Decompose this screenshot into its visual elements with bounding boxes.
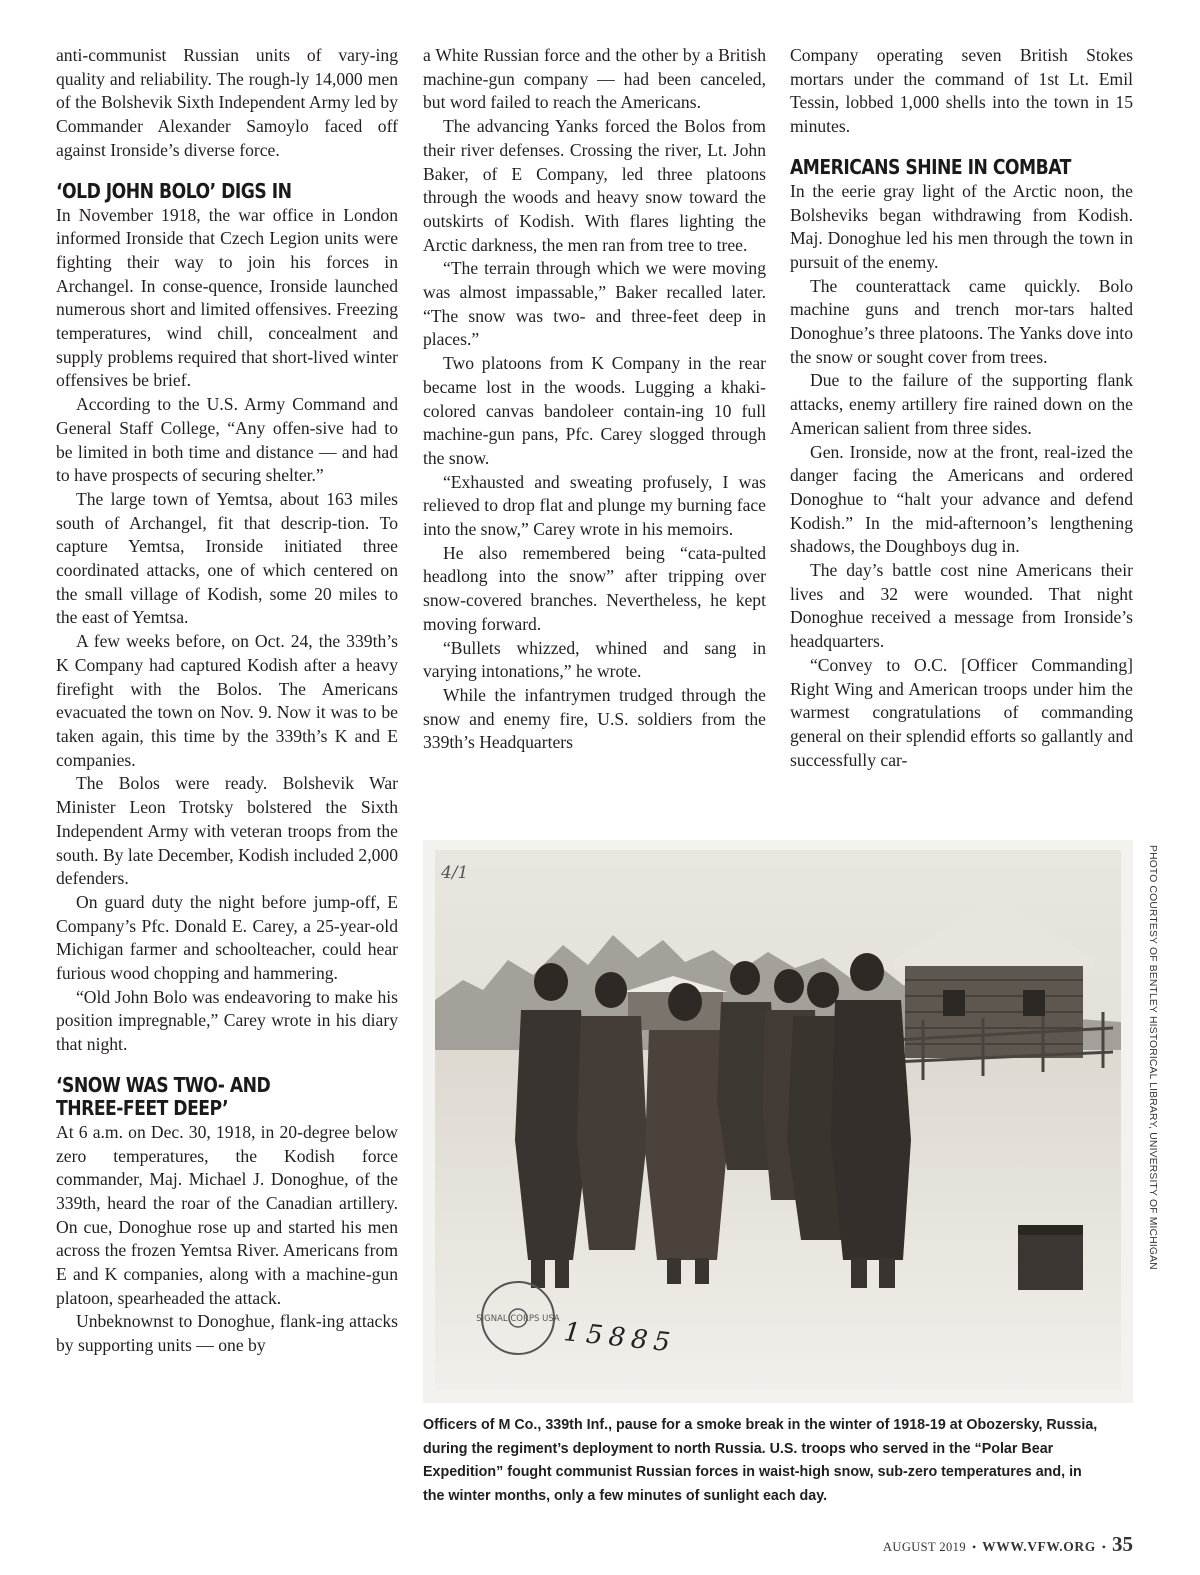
footer-separator: • (1101, 1540, 1106, 1554)
photo-corner-mark: 4/1 (441, 863, 469, 883)
paragraph: While the infantrymen trudged through the snow and enemy fire, U.S. soldiers from the 339th’s Headquarters (423, 684, 766, 753)
paragraph: Two platoons from K Company in the rear became lost in the woods. Lugging a khaki-colored canvas bandoleer contain-ing 10 full machine-gun pans, Pfc. Carey slogged through the snow. (423, 353, 766, 468)
paragraph: The large town of Yemtsa, about 163 miles south of Archangel, fit that descrip-tion. To capture Yemtsa, Ironside initiated three coordinated attacks, one of which centered on the small village of Kodish, some 20 miles to the east of Yemtsa. (56, 488, 398, 628)
paragraph: The Bolos were ready. Bolshevik War Minister Leon Trotsky bolstered the Sixth Independent Army with veteran troops from the south. By late December, Kodish included 2,000 defenders. (56, 773, 398, 889)
photo-caption (423, 1414, 1135, 1508)
paragraph: The advancing Yanks forced the Bolos from their river defenses. Crossing the river, Lt. John Baker, of E Company, led three platoons through the woods and heavy snow toward the outskirts of Kodish. With flares lighting the Arctic darkness, the men ran from tree to tree. (423, 116, 766, 255)
paragraph: “The terrain through which we were moving was almost impassable,” Baker recalled later. “The snow was two- and three-feet deep in places.” (423, 258, 766, 350)
paragraph: According to the U.S. Army Command and General Staff College, “Any offen-sive had to be limited in both time and distance — and had to have prospects of securing shelter.” (56, 394, 398, 486)
paragraph: “Exhausted and sweating profusely, I was relieved to drop flat and plunge my burning face into the snow,” Carey wrote in his memoirs. (423, 471, 766, 540)
crate (1018, 1230, 1083, 1290)
caption-line: Expedition” fought communist Russian forces in waist-high snow, sub-zero temperatures and, in (423, 1464, 1082, 1481)
paragraph: In November 1918, the war office in London informed Ironside that Czech Legion units were fighting their way to join his forces in Archangel. In conse-quence, Ironside launched numerous short and limited offensives. Freezing temperatures, wind chill, concealment and supply problems required that short-lived winter offensives be brief. (56, 204, 398, 391)
section-heading-line-2: THREE-FEET DEEP’ (56, 1095, 229, 1120)
article-column-2 (423, 44, 766, 755)
paragraph: Company operating seven British Stokes mortars under the command of 1st Lt. Emil Tessin, lobbed 1,000 shells into the town in 15 minutes. (790, 45, 1133, 137)
section-heading (56, 1074, 350, 1120)
paragraph: “Convey to O.C. [Officer Commanding] Right Wing and American troops under him the warmest congratulations of commanding general on their splendid efforts so gallantly and successfully car- (790, 654, 1133, 770)
photo-illustration (423, 840, 1133, 1403)
paragraph: anti-communist Russian units of vary-ing quality and reliability. The rough-ly 14,000 men of the Bolshevik Sixth Independent Army led by Commander Alexander Samoylo faced off against Ironside’s diverse force. (56, 45, 398, 160)
paragraph: A few weeks before, on Oct. 24, the 339th’s K Company had captured Kodish after a heavy firefight with the Bolos. The Americans evacuated the town on Nov. 9. Now it was to be taken again, this time by the 339th’s K and E companies. (56, 631, 398, 770)
issue-date: AUGUST 2019 (882, 1540, 966, 1554)
paragraph: On guard duty the night before jump-off, E Company’s Pfc. Donald E. Carey, a 25-year-old Michigan farmer and schoolteacher, could hear furious wood chopping and hammering. (56, 891, 398, 984)
negative-number: 15885 (562, 1317, 678, 1359)
paragraph: The counterattack came quickly. Bolo machine guns and trench mor-tars halted Donoghue’s three platoons. The Yanks dove into the snow or sought cover from trees. (790, 275, 1133, 367)
paragraph: The day’s battle cost nine Americans their lives and 32 were wounded. That night Donoghue received a message from Ironside’s headquarters. (790, 560, 1133, 652)
caption-line: the winter months, only a few minutes of sunlight each day. (423, 1487, 828, 1504)
page-footer (883, 1532, 1133, 1557)
article-column-1 (56, 44, 398, 1358)
paragraph: At 6 a.m. on Dec. 30, 1918, in 20-degree below zero temperatures, the Kodish force commander, Maj. Michael J. Donoghue, of the 339th, heard the roar of the Canadian artillery. On cue, Donoghue rose up and started his men across the frozen Yemtsa River. Americans from E and K companies, along with a machine-gun platoon, spearheaded the attack. (56, 1121, 398, 1308)
paragraph: In the eerie gray light of the Arctic noon, the Bolsheviks began withdrawing from Kodish. Maj. Donoghue led his men through the town in pursuit of the enemy. (790, 180, 1133, 272)
page-number: 35 (1112, 1532, 1133, 1556)
section-heading-line-1: ‘SNOW WAS TWO- AND (56, 1072, 271, 1097)
article-column-3 (790, 44, 1133, 772)
paragraph: Unbeknownst to Donoghue, flank-ing attacks by supporting units — one by (56, 1311, 398, 1356)
paragraph: Gen. Ironside, now at the front, real-ized the danger facing the Americans and ordered Donoghue to “halt your advance and defend Kodish.” In the mid-afternoon’s lengthening shadows, the Doughboys dug in. (790, 441, 1133, 557)
caption-line: Officers of M Co., 339th Inf., pause for a smoke break in the winter of 1918-19 at Obozersky, Russia, (423, 1417, 1098, 1433)
paragraph: Due to the failure of the supporting flank attacks, enemy artillery fire rained down on the American salient from three sides. (790, 370, 1133, 438)
section-heading: AMERICANS SHINE IN COMBAT (790, 154, 1071, 179)
footer-separator: • (971, 1540, 977, 1554)
paragraph: He also remembered being “cata-pulted headlong into the snow” after tripping over snow-covered branches. Nevertheless, he kept moving forward. (423, 542, 766, 634)
website-url: WWW.VFW.ORG (982, 1539, 1096, 1554)
section-heading: ‘OLD JOHN BOLO’ DIGS IN (56, 178, 292, 203)
paragraph: “Bullets whizzed, whined and sang in varying intonations,” he wrote. (423, 637, 766, 682)
caption-line: during the regiment’s deployment to north Russia. U.S. troops who served in the “Polar Bear (423, 1440, 1054, 1457)
historical-photo (423, 840, 1133, 1403)
paragraph: “Old John Bolo was endeavoring to make his position impregnable,” Carey wrote in his diary that night. (56, 986, 398, 1055)
paragraph: a White Russian force and the other by a British machine-gun company — had been canceled, but word failed to reach the Americans. (423, 45, 766, 113)
photo-credit: PHOTO COURTESY OF BENTLEY HISTORICAL LIBRARY, UNIVERSITY OF MICHIGAN (1147, 845, 1158, 1270)
stamp-text: SIGNAL CORPS USA (476, 1314, 560, 1324)
